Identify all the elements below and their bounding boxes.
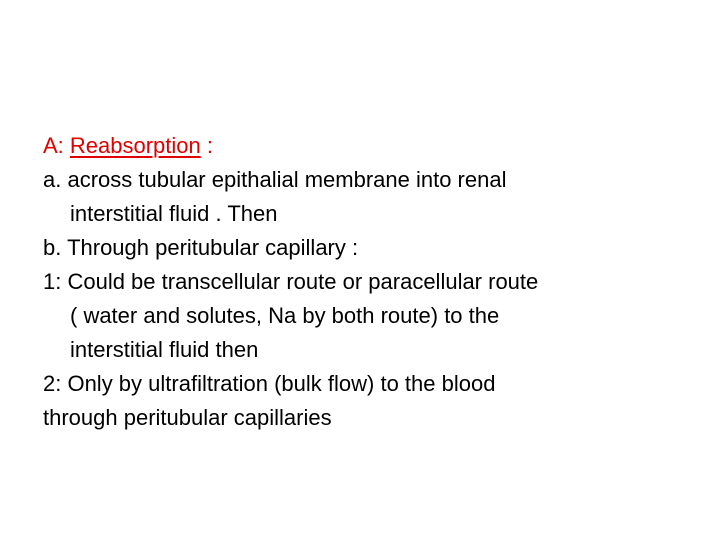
line-b: b. Through peritubular capillary : [43, 235, 359, 260]
slide-body [43, 129, 703, 435]
line-a-continued: interstitial fluid . Then [70, 201, 278, 226]
line-2-continued: through peritubular capillaries [43, 405, 332, 430]
line-2: 2: Only by ultrafiltration (bulk flow) to the blood [43, 371, 496, 396]
heading-suffix: : [200, 133, 214, 158]
line-1-continued: ( water and solutes, Na by both route) to the [70, 303, 500, 328]
heading-line [43, 129, 703, 163]
line-1-continued-2: interstitial fluid then [70, 337, 259, 362]
line-a: a. across tubular epithalial membrane into renal [43, 167, 507, 192]
heading-prefix: A: [43, 133, 70, 158]
heading-term: Reabsorption [69, 133, 201, 158]
line-1: 1: Could be transcellular route or paracellular route [43, 269, 539, 294]
